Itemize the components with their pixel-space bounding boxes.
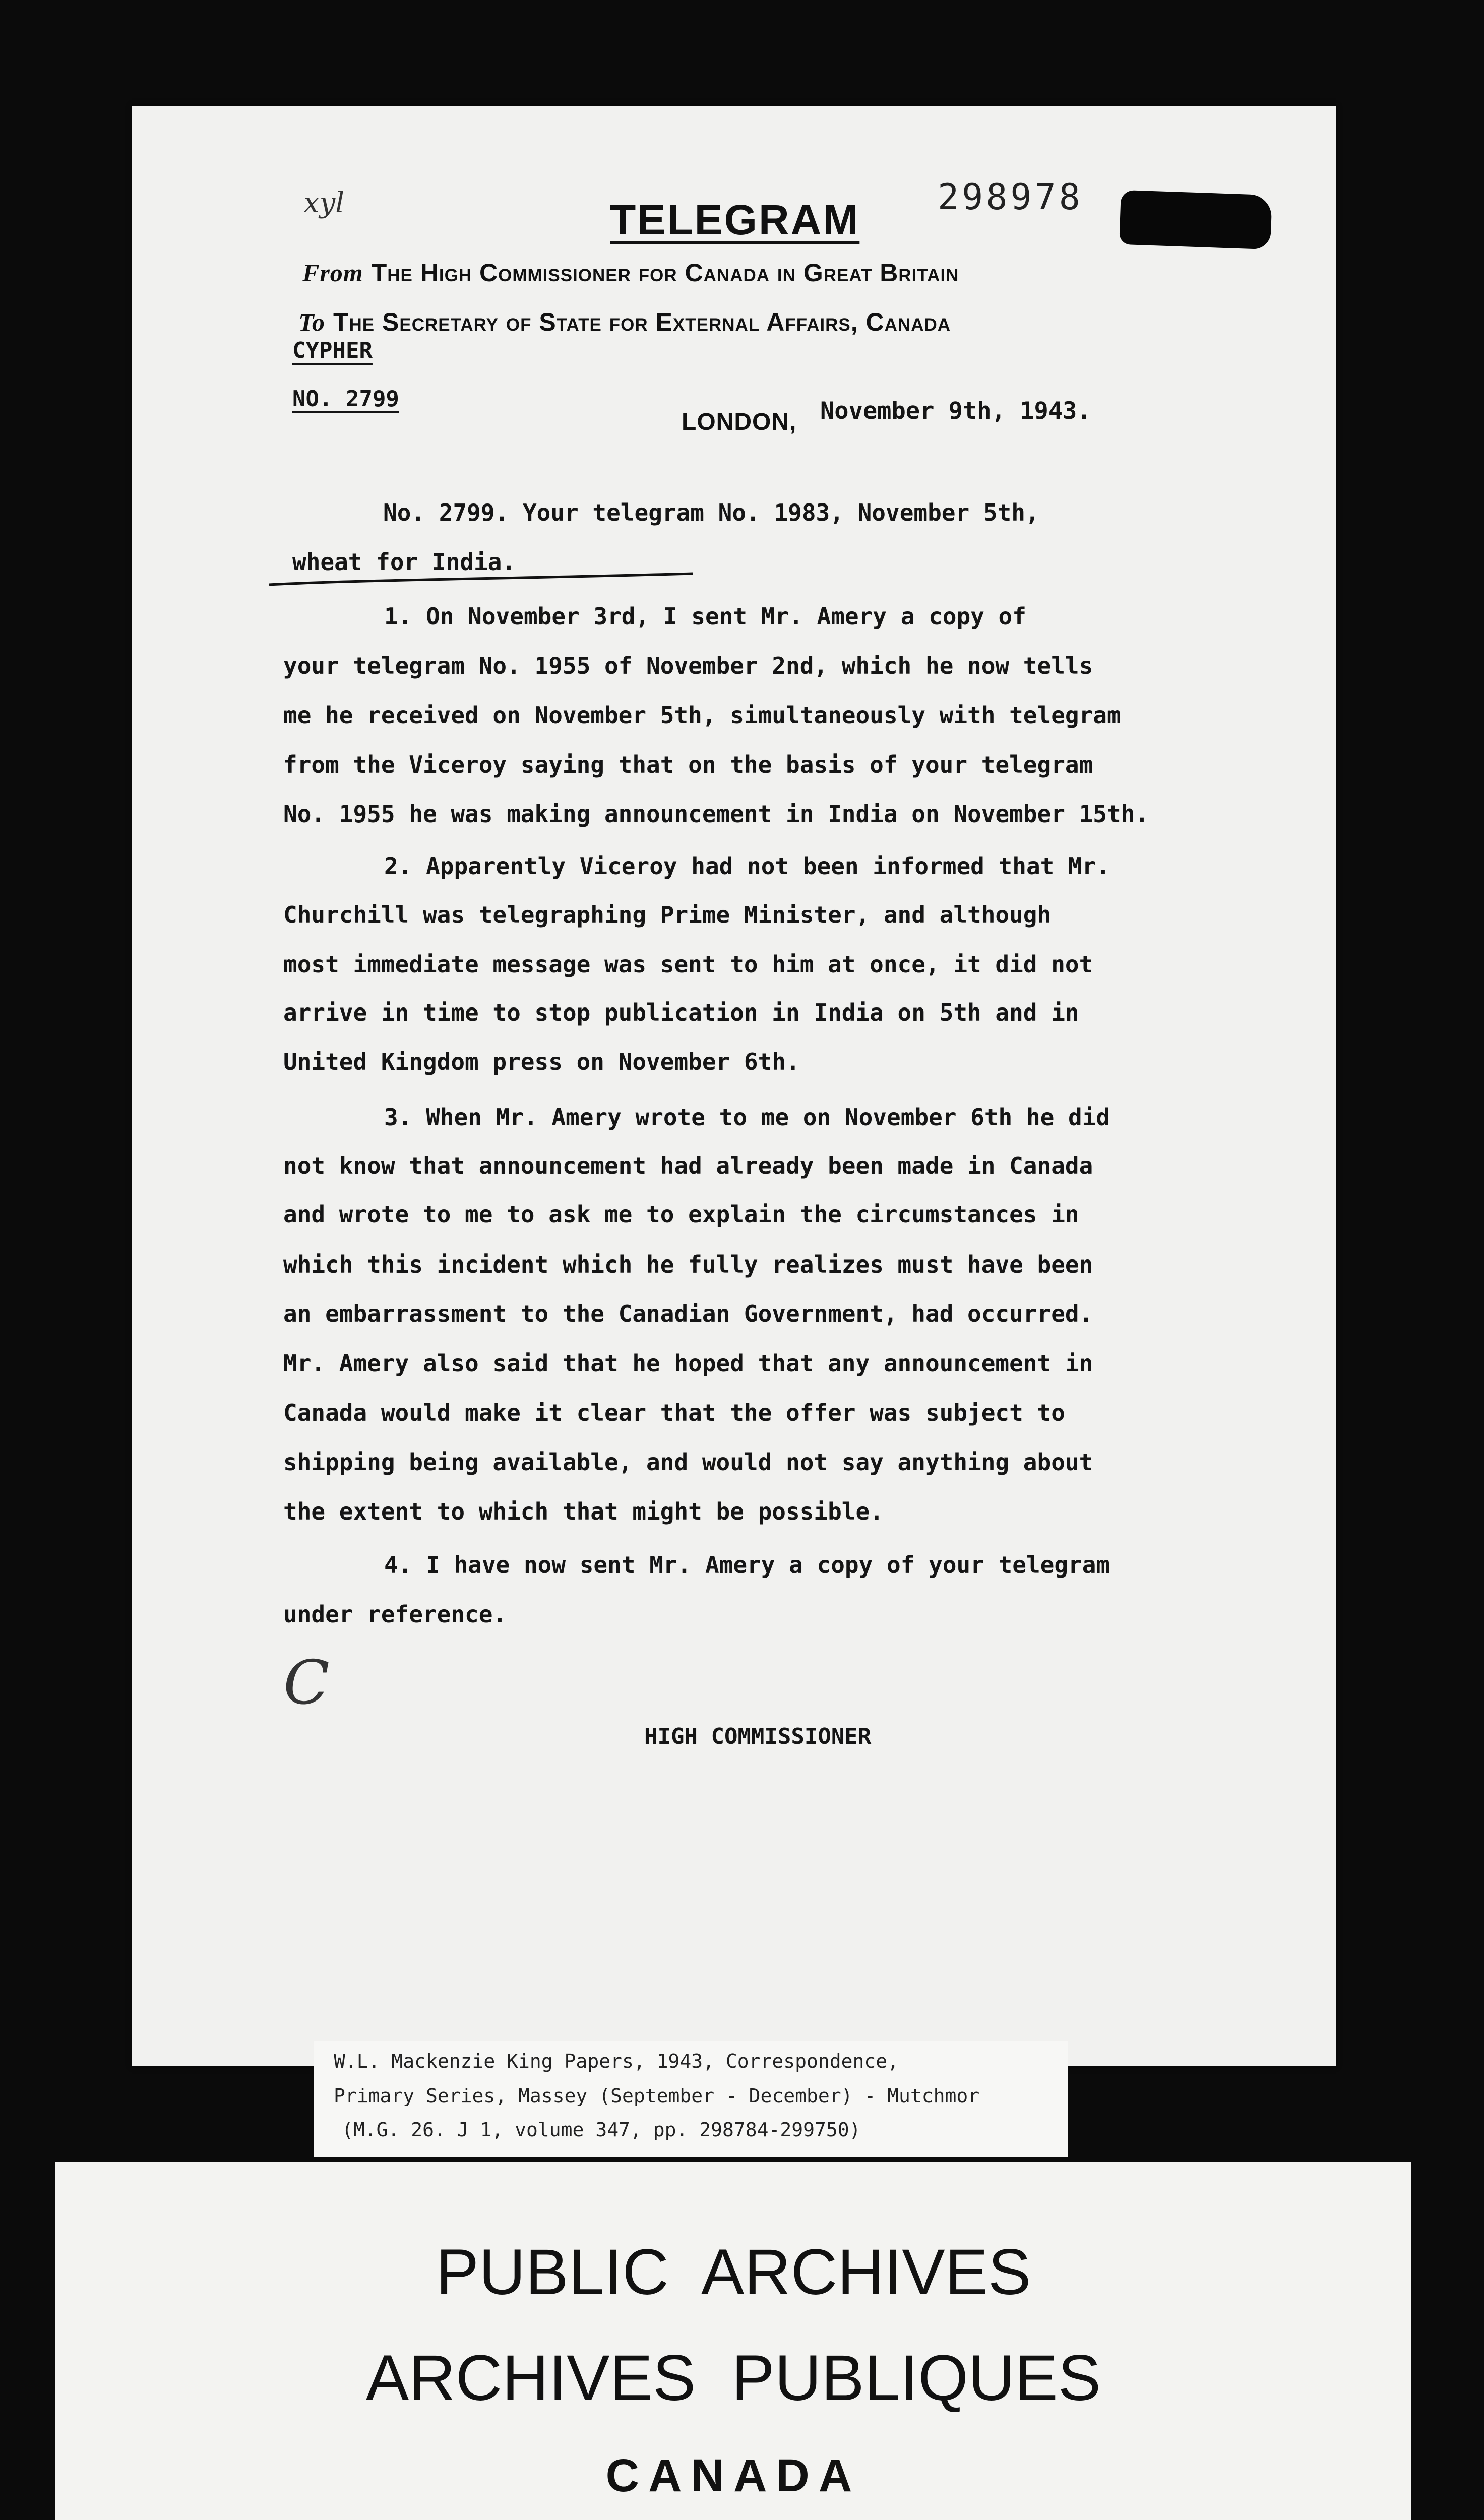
body-line: your telegram No. 1955 of November 2nd, which he now tells <box>283 652 1093 679</box>
label-line-3: (M.G. 26. J 1, volume 347, pp. 298784-299750) <box>342 2119 861 2141</box>
subject-line-1: No. 2799. Your telegram No. 1983, November 5th, <box>383 499 1039 526</box>
to-prefix: To <box>298 308 325 336</box>
place: LONDON, <box>682 409 797 435</box>
cypher-label: CYPHER <box>292 338 373 363</box>
body-line: most immediate message was sent to him at once, it did not <box>283 951 1093 978</box>
body-line: Mr. Amery also said that he hoped that any announcement in <box>283 1350 1093 1377</box>
redaction-mark <box>1119 190 1272 249</box>
body-line: an embarrassment to the Canadian Government, had occurred. <box>283 1300 1093 1328</box>
archive-stamp <box>55 2162 1411 2520</box>
label-line-2: Primary Series, Massey (September - December) - Mutchmor <box>334 2085 980 2107</box>
initial-mark: C <box>283 1648 330 1718</box>
body-line: not know that announcement had already been made in Canada <box>283 1152 1093 1179</box>
reference-label <box>314 2041 1068 2157</box>
body-line: 3. When Mr. Amery wrote to me on November 6th he did <box>384 1104 1110 1131</box>
subject-line-2: wheat for India. <box>292 548 516 576</box>
margin-mark: xyl <box>303 186 345 219</box>
telegram-title: TELEGRAM <box>610 196 860 243</box>
archive-line-2: ARCHIVES PUBLIQUES <box>365 2342 1101 2414</box>
body-line: from the Viceroy saying that on the basis of your telegram <box>283 751 1093 778</box>
from-prefix: From <box>302 259 363 287</box>
signature: HIGH COMMISSIONER <box>644 1724 872 1749</box>
body-line: under reference. <box>283 1601 507 1628</box>
from-line <box>302 258 959 287</box>
body-line: United Kingdom press on November 6th. <box>283 1048 800 1076</box>
archive-line-1: PUBLIC ARCHIVES <box>436 2236 1031 2308</box>
body-line: and wrote to me to ask me to explain the circumstances in <box>283 1201 1079 1228</box>
body-line: arrive in time to stop publication in India on 5th and in <box>283 999 1079 1026</box>
archive-line-3: CANADA <box>605 2450 861 2501</box>
body-line: Churchill was telegraphing Prime Minister, and although <box>283 901 1052 928</box>
body-line: Canada would make it clear that the offer was subject to <box>283 1399 1065 1426</box>
body-line: 2. Apparently Viceroy had not been informed that Mr. <box>384 853 1110 880</box>
body-line: 4. I have now sent Mr. Amery a copy of your telegram <box>384 1551 1110 1579</box>
body-line: which this incident which he fully realizes must have been <box>283 1251 1093 1278</box>
from-text: The High Commissioner for Canada in Great Britain <box>371 259 959 287</box>
to-text: The Secretary of State for External Affairs, Canada <box>333 308 951 336</box>
body-line: shipping being available, and would not say anything about <box>283 1448 1093 1476</box>
body-line: 1. On November 3rd, I sent Mr. Amery a copy of <box>384 603 1026 630</box>
to-line <box>298 307 951 337</box>
subject-underline <box>264 559 698 590</box>
telegram-date: November 9th, 1943. <box>820 397 1091 425</box>
body-line: me he received on November 5th, simultaneously with telegram <box>283 702 1121 729</box>
telegram-page <box>132 106 1336 2066</box>
body-line: the extent to which that might be possible. <box>283 1498 884 1525</box>
body-line: No. 1955 he was making announcement in India on November 15th. <box>283 800 1149 828</box>
label-line-1: W.L. Mackenzie King Papers, 1943, Correspondence, <box>334 2050 899 2072</box>
telegram-number: NO. 2799 <box>292 386 399 412</box>
document-number: 298978 <box>938 176 1083 218</box>
